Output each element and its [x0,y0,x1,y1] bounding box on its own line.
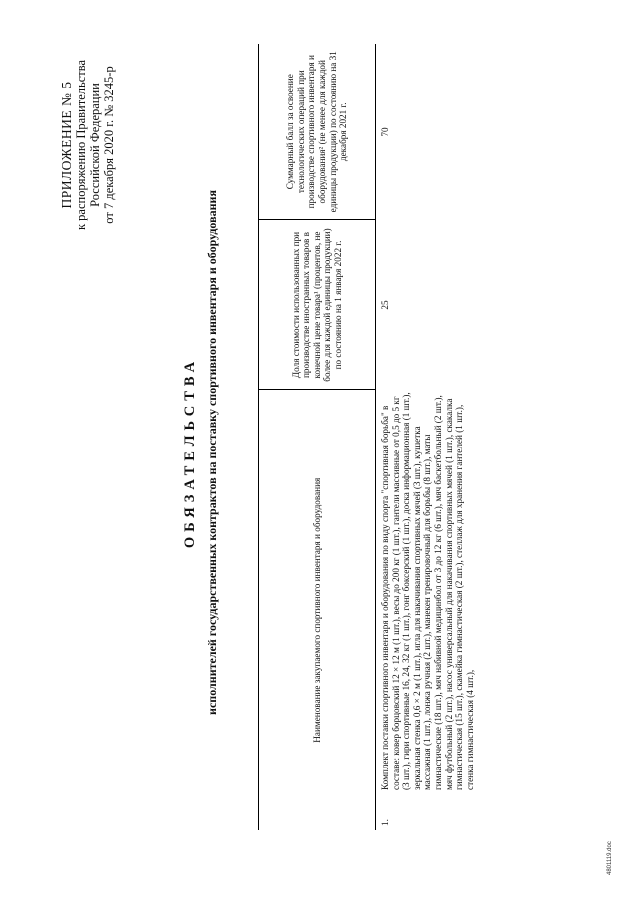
row-number: 1. [380,819,390,826]
appendix-line-3: от 7 декабря 2020 г. № 3245-р [102,66,116,224]
appendix-title: ПРИЛОЖЕНИЕ № 5 [59,81,74,209]
obligations-table [258,44,475,830]
appendix-line-2: Российской Федерации [88,83,102,207]
row-item-description: Комплект поставки спортивного инвентаря и оборудования по виду спорта "спортивная борьба" в составе: ковер борцовский 12 × 12 м (1 шт.), весы до 200 кг (1 шт.), гантели массивные от 0,5 до 5 кг (3 шт.), гири спортивные 16, 24, 32 кг (1 шт.), гонг боксерский (1 шт.), доска информационная (1 шт.), зеркальная стенка 0,6 × 2 м (1 шт.), игла для накачивания спортивных мячей (3 шт.), кушетка массажная (1 шт.), лонжа ручная (2 шт.), манекен тренировочный для борьбы (8 шт.), маты гимнастические (18 шт.), мяч набивной медицинбол от 3 до 12 кг (6 шт.), мяч баскетбольный (2 шт.), мяч футбольный (2 шт.), насос универсальный для накачивания спортивных мячей (1 шт.), скакалка гимнастическая (15 шт.), скамейка гимнастическая (2 шт.), стеллаж для хранения гантелей (1 шт.), стенка гимнастическая (4 шт.), [380,392,475,790]
row-share-value: 25 [380,300,390,310]
appendix-block [60,45,116,245]
row-score-value: 70 [380,127,390,137]
header-cell-score: Суммарный балл за освоение технологических операций при производстве спортивного инвентаря и оборудования² (не менее для каждой единицы продукции) по состоянию на 31 декабря 2021 г. [259,44,376,220]
table-row [376,44,476,830]
document-subtitle: исполнителей государственных контрактов на поставку спортивного инвентаря и оборудования [205,190,219,715]
header-cell-share: Доля стоимости использованных при производстве иностранных товаров в конечной цене товара¹ (процентов, не более для каждой единицы продукции) по состоянию на 1 января 2022 г. [259,220,376,390]
header-cell-item: Наименование закупаемого спортивного инвентаря и оборудования [259,390,376,830]
footer-doc-code: 4801119.doc [607,841,613,875]
table-header-row [259,44,376,830]
appendix-line-1: к распоряжению Правительства [74,60,88,231]
document-title: ОБЯЗАТЕЛЬСТВА [182,356,198,549]
